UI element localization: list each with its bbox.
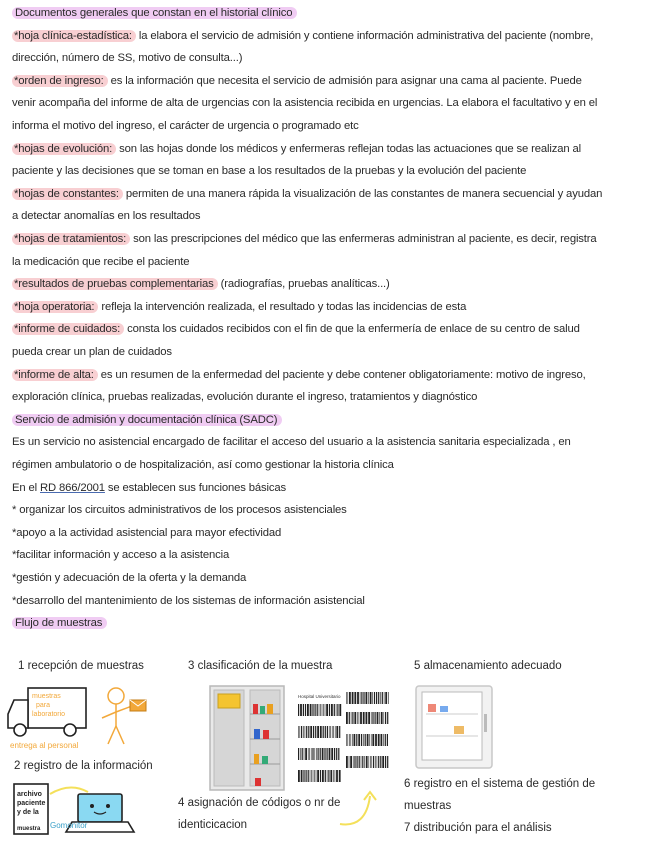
flow-step-5: 5 almacenamiento adecuado — [414, 660, 562, 672]
document-item-0 — [12, 25, 593, 47]
paper-line-1: archivo — [17, 791, 42, 798]
document-description: la elabora el servicio de admisión y contiene información administrativa del paciente (nombre, — [135, 29, 594, 42]
flow-step-6b: muestras — [404, 800, 452, 812]
document-item-7 — [12, 318, 580, 340]
truck-caption: entrega al personal — [10, 741, 79, 750]
flow-step-2: 2 registro de la información — [14, 760, 153, 772]
section-heading-documentos — [12, 2, 297, 24]
document-item-2 — [12, 138, 581, 160]
delivery-truck-illustration — [6, 682, 166, 754]
sadc-text-0: Es un servicio no asistencial encargado de facilitar el acceso del usuario a la asistencia sanitaria especializada , en — [12, 436, 571, 449]
heading-text: Servicio de admisión y documentación clínica (SADC) — [12, 414, 282, 426]
refrigerator-image — [414, 684, 494, 770]
document-description: es un resumen de la enfermedad del paciente y debe contener obligatoriamente: motivo de ingreso, — [97, 368, 586, 381]
document-description: consta los cuidados recibidos con el fin de que la enfermería de enlace de su centro de salud — [124, 323, 580, 336]
document-term: *hoja operatoria: — [12, 301, 98, 313]
barcode-label — [346, 692, 389, 704]
document-item-2-cont-0: paciente y las decisiones que se toman en base a los resultados de la pruebas y la evolución del paciente — [12, 165, 527, 178]
flow-step-7: 7 distribución para el análisis — [404, 822, 552, 834]
barcode-label — [346, 734, 388, 746]
document-item-8-cont-0: exploración clínica, pruebas realizadas, evolución durante el ingreso, tratamientos y diagnóstico — [12, 391, 478, 404]
document-item-1 — [12, 70, 582, 92]
section-heading-flujo — [12, 612, 107, 634]
truck-label-2: para — [36, 702, 51, 709]
rd-prefix: En el — [12, 481, 40, 494]
document-term: *hojas de constantes: — [12, 188, 123, 200]
document-item-4-cont-0: la medicación que recibe el paciente — [12, 255, 190, 268]
storage-cabinet-image — [208, 684, 288, 794]
flow-step-6a: 6 registro en el sistema de gestión de — [404, 778, 596, 790]
heading-text: Flujo de muestras — [12, 617, 107, 629]
document-term: *hoja clínica-estadística: — [12, 30, 136, 42]
document-description: (radiografías, pruebas analíticas...) — [217, 278, 390, 291]
flow-step-4a: 4 asignación de códigos o nr de — [178, 797, 341, 809]
heading-text: Documentos generales que constan en el historial clínico — [12, 7, 297, 19]
rd-line — [12, 477, 286, 499]
function-item-2: *facilitar información y acceso a la asistencia — [12, 549, 230, 562]
document-item-6 — [12, 296, 466, 318]
registry-illustration — [10, 780, 150, 840]
sadc-text-1: régimen ambulatorio o de hospitalización, así como gestionar la historia clínica — [12, 459, 394, 471]
function-item-3: *gestión y adecuación de la oferta y la demanda — [12, 572, 247, 584]
barcode-label — [346, 712, 388, 724]
truck-label-1: muestras — [32, 693, 61, 700]
rd-suffix: se establecen sus funciones básicas — [104, 481, 287, 494]
document-term: *resultados de pruebas complementarias — [12, 278, 218, 290]
document-description: son las hojas donde los médicos y enfermeras reflejan todas las actuaciones que se realizan al — [116, 142, 582, 155]
document-item-4 — [12, 228, 597, 250]
document-description: permiten de una manera rápida la visualización de las constantes de manera secuencial y ayudan — [122, 187, 603, 200]
function-item-1: *apoyo a la actividad asistencial para mayor efectividad — [12, 526, 282, 539]
document-description: son las prescripciones del médico que las enfermeras administran al paciente, es decir, registra — [130, 233, 597, 245]
paper-line-3: y de la — [17, 809, 39, 816]
barcode-labels-image — [292, 688, 396, 788]
document-item-0-cont-0: dirección, número de SS, motivo de consulta...) — [12, 52, 243, 65]
section-heading-sadc — [12, 409, 282, 431]
rd-reference-link[interactable]: RD 866/2001 — [40, 481, 105, 494]
paper-line-2: paciente — [17, 800, 46, 807]
curved-arrow — [336, 790, 386, 830]
document-term: *hojas de tratamientos: — [12, 233, 130, 245]
document-item-1-cont-0: venir acompaña del informe de alta de urgencias con la asistencia recibida en urgencias. La elabora el facultativo y en el — [12, 97, 598, 110]
document-term: *informe de alta: — [12, 369, 98, 381]
document-term: *informe de cuidados: — [12, 323, 124, 335]
truck-label-3: laboratorio — [32, 711, 66, 718]
document-term: *hojas de evolución: — [12, 143, 116, 155]
label-title: Hospital Universitario — [298, 694, 341, 699]
flow-step-4b: identicicacion — [178, 819, 248, 831]
document-item-8 — [12, 364, 586, 386]
document-term: *orden de ingreso: — [12, 75, 108, 87]
laptop-screen-label: Gomonitor — [50, 821, 88, 830]
flow-step-1: 1 recepción de muestras — [18, 660, 144, 672]
document-item-7-cont-0: pueda crear un plan de cuidados — [12, 346, 172, 358]
paper-line-4: muestra — [17, 826, 41, 832]
document-item-5 — [12, 273, 390, 295]
flow-step-3: 3 clasificación de la muestra — [188, 660, 333, 672]
document-item-1-cont-1: informa el motivo del ingreso, el carácter de urgencia o programado etc — [12, 120, 359, 132]
document-item-3 — [12, 183, 602, 205]
document-item-3-cont-0: a detectar anomalías en los resultados — [12, 210, 201, 223]
document-description: refleja la intervención realizada, el resultado y todas las incidencias de esta — [98, 300, 467, 313]
function-item-4: *desarrollo del mantenimiento de los sistemas de información asistencial — [12, 594, 365, 607]
function-item-0: * organizar los circuitos administrativos de los procesos asistenciales — [12, 504, 347, 517]
document-description: es la información que necesita el servicio de admisión para asignar una cama al paciente. Puede — [107, 74, 582, 87]
